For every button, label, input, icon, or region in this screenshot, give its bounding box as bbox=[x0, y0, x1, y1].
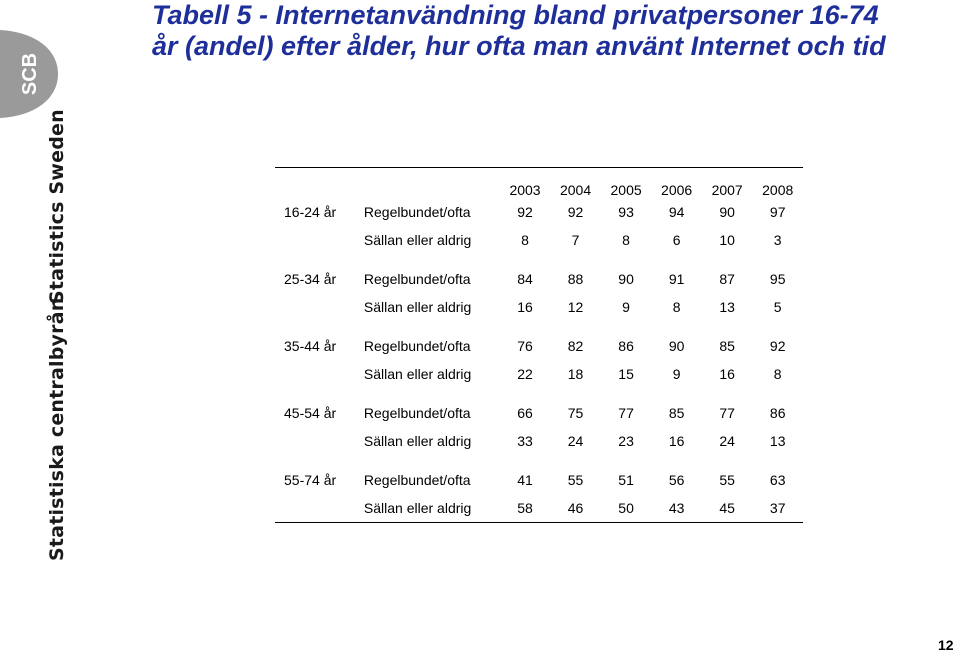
value-cell: 45 bbox=[719, 500, 735, 516]
spacer-cell bbox=[275, 388, 803, 399]
value-cell: 97 bbox=[769, 204, 786, 220]
page-title: Tabell 5 - Internetanvändning bland privatpersoner 16-74 år (andel) efter ålder, hur ofta man använt Internet och tid bbox=[152, 0, 886, 61]
brand-vertical bbox=[46, 109, 76, 561]
group-spacer bbox=[275, 254, 803, 265]
spacer-cell bbox=[275, 321, 803, 332]
value-cell: 75 bbox=[567, 405, 584, 421]
table-row bbox=[275, 466, 803, 494]
value-cell: 24 bbox=[567, 433, 584, 449]
value-cell: 84 bbox=[517, 271, 533, 287]
value-cell: 92 bbox=[769, 338, 786, 354]
age-group-cell bbox=[275, 360, 364, 388]
value-cell: 90 bbox=[719, 204, 735, 220]
value-cell: 77 bbox=[618, 405, 634, 421]
value-cell: 87 bbox=[719, 271, 735, 287]
header-age bbox=[275, 168, 364, 199]
year-header: 2005 bbox=[610, 182, 642, 198]
value-cell: 88 bbox=[567, 271, 584, 287]
frequency-cell: Regelbundet/ofta bbox=[363, 405, 471, 421]
age-group-cell: 45-54 år bbox=[284, 405, 337, 421]
logo-text: SCB bbox=[19, 52, 41, 96]
value-cell: 10 bbox=[719, 232, 735, 248]
value-cell: 8 bbox=[521, 232, 529, 248]
value-cell: 37 bbox=[769, 500, 786, 516]
frequency-cell: Sällan eller aldrig bbox=[363, 433, 472, 449]
year-header: 2004 bbox=[559, 182, 592, 198]
table-row bbox=[275, 399, 803, 427]
age-group-cell: 16-24 år bbox=[284, 204, 337, 220]
value-cell: 5 bbox=[773, 299, 782, 315]
value-cell: 41 bbox=[517, 472, 533, 488]
value-cell: 22 bbox=[517, 366, 533, 382]
value-cell: 92 bbox=[567, 204, 584, 220]
table-row bbox=[275, 265, 803, 293]
age-group-cell: 25-34 år bbox=[284, 271, 337, 287]
value-cell: 12 bbox=[567, 299, 584, 315]
frequency-cell: Regelbundet/ofta bbox=[363, 472, 471, 488]
age-group-cell bbox=[275, 427, 364, 455]
frequency-cell: Regelbundet/ofta bbox=[363, 271, 471, 287]
value-cell: 24 bbox=[719, 433, 735, 449]
group-spacer bbox=[275, 321, 803, 332]
value-cell: 51 bbox=[618, 472, 634, 488]
value-cell: 91 bbox=[668, 271, 685, 287]
value-cell: 43 bbox=[668, 500, 685, 516]
value-cell: 77 bbox=[719, 405, 735, 421]
value-cell: 90 bbox=[618, 271, 634, 287]
year-header: 2008 bbox=[762, 182, 794, 198]
table-row bbox=[275, 494, 803, 523]
value-cell: 9 bbox=[622, 299, 630, 315]
value-cell: 63 bbox=[769, 472, 786, 488]
value-cell: 18 bbox=[567, 366, 584, 382]
value-cell: 33 bbox=[517, 433, 533, 449]
year-header: 2007 bbox=[711, 182, 743, 198]
value-cell: 76 bbox=[517, 338, 533, 354]
value-cell: 50 bbox=[618, 500, 634, 516]
value-cell: 85 bbox=[668, 405, 685, 421]
value-cell: 9 bbox=[672, 366, 681, 382]
value-cell: 16 bbox=[719, 366, 735, 382]
age-group-cell: 35-44 år bbox=[284, 338, 337, 354]
value-cell: 3 bbox=[773, 232, 782, 248]
table-row bbox=[275, 293, 803, 321]
value-cell: 85 bbox=[719, 338, 735, 354]
scb-logo bbox=[0, 30, 60, 118]
age-group-cell bbox=[275, 226, 364, 254]
value-cell: 56 bbox=[668, 472, 685, 488]
frequency-cell: Sällan eller aldrig bbox=[363, 500, 472, 516]
frequency-cell: Sällan eller aldrig bbox=[363, 299, 472, 315]
header-frequency bbox=[364, 168, 500, 199]
value-cell: 86 bbox=[618, 338, 634, 354]
frequency-cell: Regelbundet/ofta bbox=[363, 338, 471, 354]
value-cell: 82 bbox=[567, 338, 584, 354]
frequency-cell: Sällan eller aldrig bbox=[363, 366, 472, 382]
value-cell: 66 bbox=[517, 405, 533, 421]
value-cell: 16 bbox=[517, 299, 533, 315]
year-header: 2003 bbox=[509, 182, 541, 198]
age-group-cell: 55-74 år bbox=[284, 472, 337, 488]
value-cell: 6 bbox=[672, 232, 681, 248]
group-spacer bbox=[275, 388, 803, 399]
year-header: 2006 bbox=[661, 182, 693, 198]
spacer-cell bbox=[275, 254, 803, 265]
value-cell: 16 bbox=[668, 433, 685, 449]
brand-swedish: Statistiska centralbyrån bbox=[46, 297, 68, 561]
age-group-cell bbox=[275, 293, 364, 321]
value-cell: 58 bbox=[517, 500, 533, 516]
value-cell: 13 bbox=[719, 299, 735, 315]
value-cell: 15 bbox=[618, 366, 634, 382]
value-cell: 8 bbox=[773, 366, 782, 382]
value-cell: 86 bbox=[769, 405, 786, 421]
age-group-cell bbox=[275, 494, 364, 523]
table-row bbox=[275, 332, 803, 360]
group-spacer bbox=[275, 455, 803, 466]
value-cell: 93 bbox=[618, 204, 634, 220]
value-cell: 94 bbox=[668, 204, 685, 220]
value-cell: 23 bbox=[618, 433, 634, 449]
brand-english: Statistics Sweden bbox=[46, 109, 68, 304]
table-row bbox=[275, 226, 803, 254]
value-cell: 8 bbox=[622, 232, 630, 248]
value-cell: 55 bbox=[567, 472, 584, 488]
value-cell: 55 bbox=[719, 472, 735, 488]
table-row bbox=[275, 427, 803, 455]
value-cell: 95 bbox=[769, 271, 786, 287]
value-cell: 46 bbox=[567, 500, 584, 516]
value-cell: 7 bbox=[571, 232, 580, 248]
header-row bbox=[275, 168, 803, 199]
value-cell: 90 bbox=[668, 338, 685, 354]
table-body bbox=[275, 198, 803, 523]
frequency-cell: Sällan eller aldrig bbox=[363, 232, 472, 248]
value-cell: 13 bbox=[769, 433, 786, 449]
value-cell: 92 bbox=[517, 204, 533, 220]
data-table bbox=[275, 167, 803, 523]
page-number: 12 bbox=[938, 637, 954, 653]
table-row bbox=[275, 360, 803, 388]
value-cell: 8 bbox=[672, 299, 681, 315]
frequency-cell: Regelbundet/ofta bbox=[363, 204, 471, 220]
spacer-cell bbox=[275, 455, 803, 466]
table-row bbox=[275, 198, 803, 226]
